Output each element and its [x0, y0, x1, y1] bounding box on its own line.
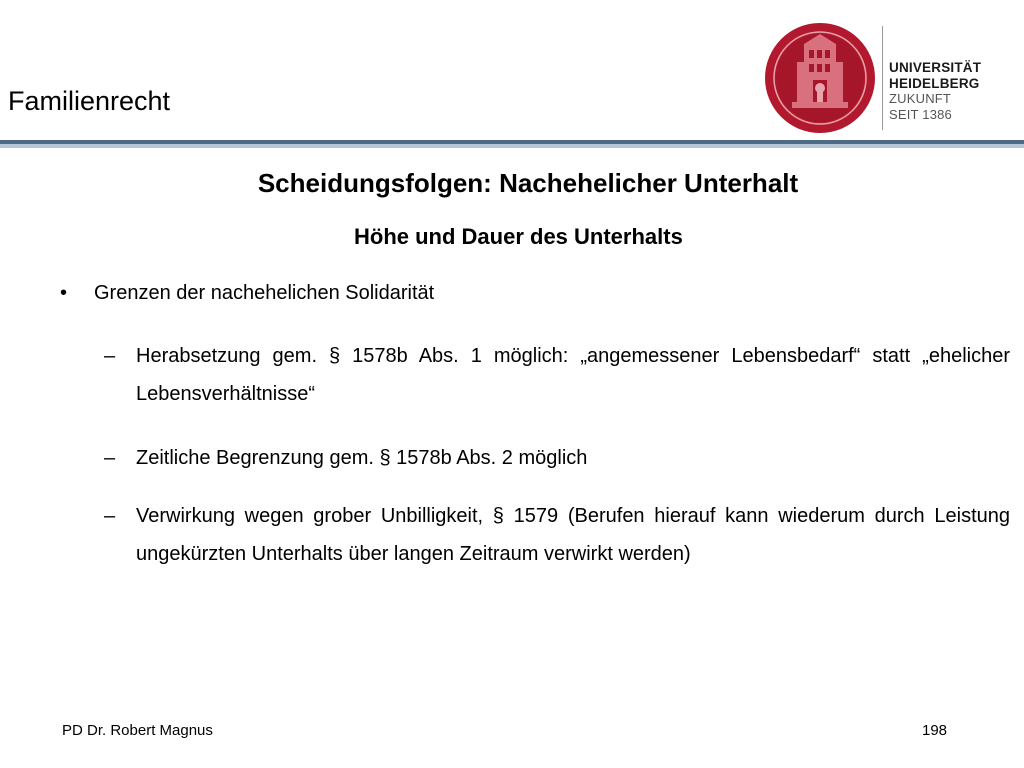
bullet-text: Grenzen der nachehelichen Solidarität — [94, 282, 435, 304]
university-logo — [764, 22, 984, 134]
logo-divider — [882, 26, 883, 130]
slide-subtitle: Höhe und Dauer des Unterhalts — [354, 224, 683, 249]
sub-item-marker: – — [104, 505, 116, 527]
sub-item-herabsetzung — [104, 337, 1010, 413]
footer-author: PD Dr. Robert Magnus — [62, 722, 213, 739]
logo-line-zukunft: ZUKUNFT — [889, 91, 952, 106]
logo-line-university: UNIVERSITÄT — [889, 60, 982, 75]
sub-item-text: Zeitliche Begrenzung gem. § 1578b Abs. 2 möglich — [136, 447, 588, 469]
course-title: Familienrecht — [8, 86, 171, 116]
logo-text — [889, 60, 981, 122]
logo-line-heidelberg: HEIDELBERG — [889, 75, 980, 91]
sub-item-zeitliche-begrenzung — [104, 439, 1010, 477]
sub-item-verwirkung — [104, 497, 1010, 573]
header-divider-light — [0, 144, 1024, 148]
sub-item-marker: – — [104, 345, 116, 367]
logo-line-seit: SEIT 1386 — [889, 106, 952, 122]
sub-item-text: Verwirkung wegen grober Unbilligkeit, § 1579 (Berufen hierauf kann wiederum durch Leistung ungekürzten Unterhalts über langen Zeitraum verwirkt werden) — [136, 505, 1010, 565]
university-seal-icon — [764, 22, 876, 134]
slide-title: Scheidungsfolgen: Nachehelicher Unterhalt — [257, 168, 799, 198]
sub-item-marker: – — [104, 447, 116, 469]
page-number: 198 — [922, 722, 948, 739]
sub-item-text: Herabsetzung gem. § 1578b Abs. 1 möglich: „angemessener Lebensbedarf“ statt „ehelicher Lebensverhältnisse“ — [136, 345, 1010, 405]
bullet-marker: • — [60, 282, 68, 304]
